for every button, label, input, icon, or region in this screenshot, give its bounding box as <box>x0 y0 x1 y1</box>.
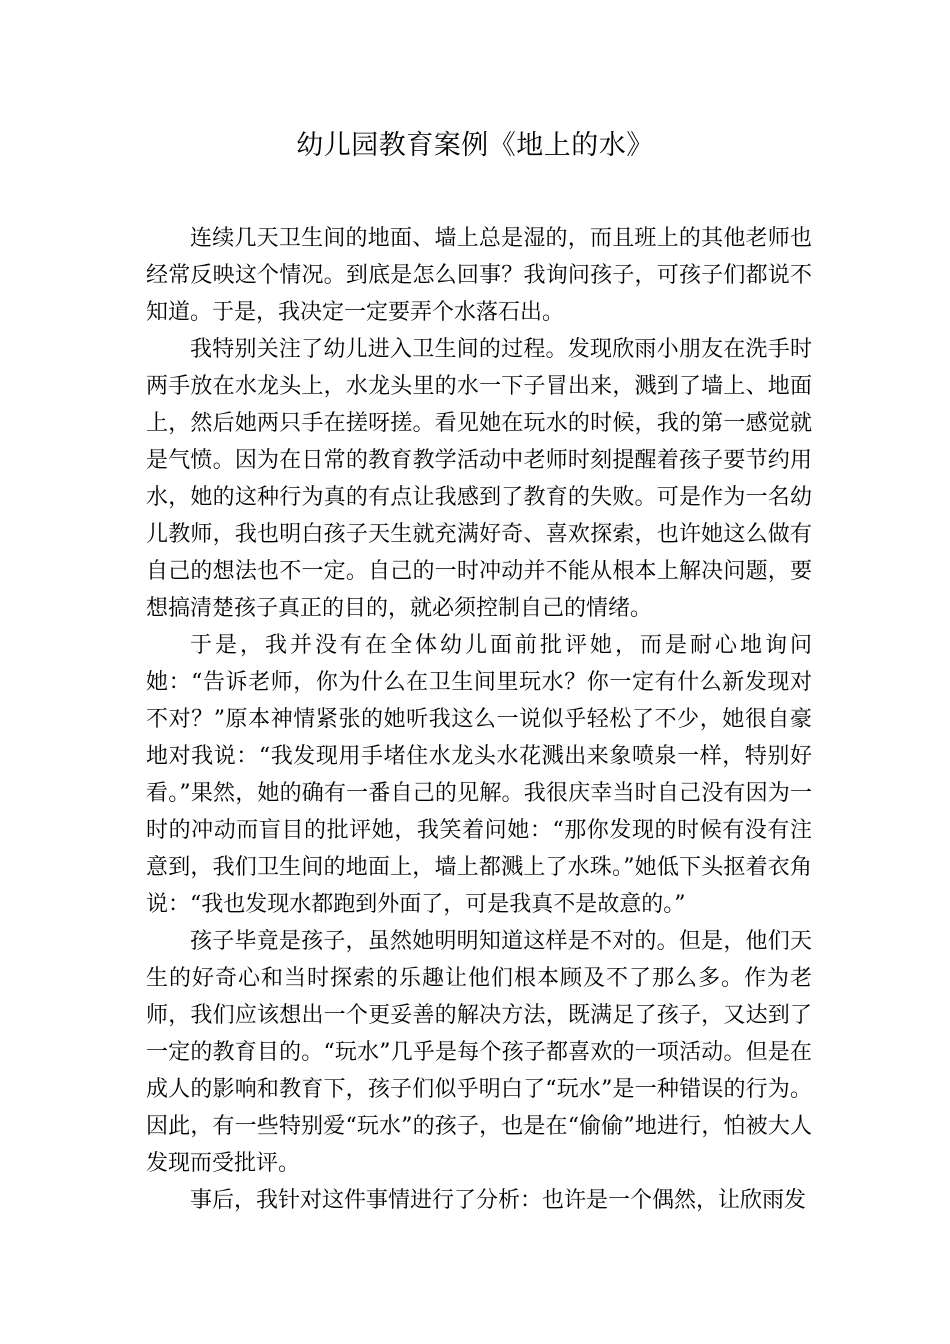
document-title: 幼儿园教育案例《地上的水》 <box>296 130 654 161</box>
paragraph-1: 连续几天卫生间的地面、墙上总是湿的，而且班上的其他老师也经常反映这个情况。到底是怎么回事？我询问孩子，可孩子们都说不知道。于是，我决定一定要弄个水落石出。 <box>146 226 812 325</box>
paragraph-5: 事后，我针对这件事情进行了分析：也许是一个偶然，让欣雨发 <box>190 1188 807 1213</box>
document-body <box>146 220 812 1219</box>
paragraph-4: 孩子毕竟是孩子，虽然她明明知道这样是不对的。但是，他们天生的好奇心和当时探索的乐趣让他们根本顾及不了那么多。作为老师，我们应该想出一个更妥善的解决方法，既满足了孩子，又达到了一定的教育目的。“玩水”几乎是每个孩子都喜欢的一项活动。但是在成人的影响和教育下，孩子们似乎明白了“玩水”是一种错误的行为。因此，有一些特别爱“玩水”的孩子，也是在“偷偷”地进行，怕被大人发现而受批评。 <box>146 929 812 1176</box>
paragraph-3: 于是，我并没有在全体幼儿面前批评她，而是耐心地询问她：“告诉老师，你为什么在卫生间里玩水？你一定有什么新发现对不对？”原本神情紧张的她听我这么一说似乎轻松了不少，她很自豪地对我说：“我发现用手堵住水龙头水花溅出来象喷泉一样，特别好看。”果然，她的确有一番自己的见解。我很庆幸当时自己没有因为一时的冲动而盲目的批评她，我笑着问她：“那你发现的时候有没有注意到，我们卫生间的地面上，墙上都溅上了水珠。”她低下头抠着衣角说：“我也发现水都跑到外面了，可是我真不是故意的。” <box>146 633 812 917</box>
paragraph-2: 我特别关注了幼儿进入卫生间的过程。发现欣雨小朋友在洗手时两手放在水龙头上，水龙头里的水一下子冒出来，溅到了墙上、地面上，然后她两只手在搓呀搓。看见她在玩水的时候，我的第一感觉就是气愤。因为在日常的教育教学活动中老师时刻提醒着孩子要节约用水，她的这种行为真的有点让我感到了教育的失败。可是作为一名幼儿教师，我也明白孩子天生就充满好奇、喜欢探索，也许她这么做有自己的想法也不一定。自己的一时冲动并不能从根本上解决问题，要想搞清楚孩子真正的目的，就必须控制自己的情绪。 <box>146 337 812 621</box>
